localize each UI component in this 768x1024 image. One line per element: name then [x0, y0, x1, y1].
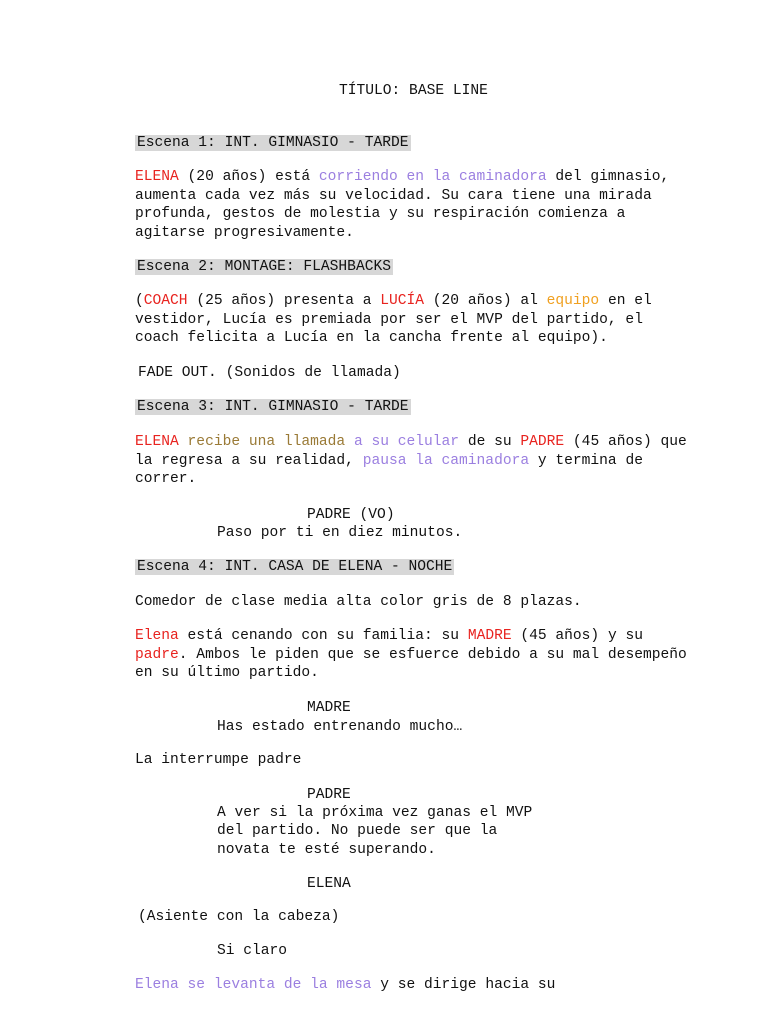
action-paragraph — [135, 976, 555, 995]
action-highlight: Elena se levanta de la mesa — [135, 977, 372, 993]
character-name: ELENA — [135, 169, 179, 185]
action-text: (20 años) está — [178, 169, 319, 185]
action-paragraph — [135, 292, 695, 348]
dialogue-character: PADRE (VO) — [307, 507, 395, 523]
dialogue-line: A ver si la próxima vez ganas el MVP — [217, 805, 533, 821]
dialogue-line: Paso por ti en diez minutos. — [217, 525, 463, 541]
dialogue-line: novata te esté superando. — [217, 842, 436, 858]
scene-heading-text: Escena 3: INT. GIMNASIO - TARDE — [137, 399, 409, 415]
action-text: en el vestidor, Lucía es premiada por ser el MVP del partido, el coach felicita a Lucía en la cancha frente al equipo). — [135, 293, 652, 346]
scene-heading-3 — [135, 398, 411, 417]
action-paragraph — [135, 433, 695, 489]
dialogue-character: MADRE — [307, 700, 351, 716]
action-text: y termina de correr. — [135, 452, 643, 487]
dialogue-line: Si claro — [217, 943, 288, 959]
parenthetical: (Asiente con la cabeza) — [138, 909, 340, 925]
character-name: padre — [135, 646, 179, 663]
action-highlight: corriendo en la caminadora — [318, 169, 547, 185]
dialogue-line: del partido. No puede ser que la — [217, 823, 498, 839]
scene-heading-text: Escena 2: MONTAGE: FLASHBACKS — [137, 259, 391, 275]
action-text: del gimnasio, aumenta cada vez más su velocidad. Su cara tiene una mirada profunda, gestos de molestia y su respiración comienza a agitarse progresivamente. — [135, 169, 670, 241]
character-name: ELENA — [135, 434, 179, 450]
transition-line: FADE OUT. (Sonidos de llamada) — [138, 365, 401, 381]
scene-heading-4 — [135, 558, 454, 577]
action-paragraph — [135, 168, 695, 242]
scene-heading-text: Escena 4: INT. CASA DE ELENA - NOCHE — [137, 559, 453, 575]
event-highlight: recibe una llamada — [178, 434, 346, 450]
action-highlight: pausa la caminadora — [362, 452, 530, 469]
character-name: LUCÍA — [380, 293, 425, 309]
prop-highlight: equipo — [546, 293, 600, 309]
scene-heading-2 — [135, 258, 393, 277]
scene-heading-text: Escena 1: INT. GIMNASIO - TARDE — [137, 135, 409, 151]
action-highlight: a su celular — [345, 434, 460, 450]
action-text: y se dirige hacia su — [371, 977, 556, 993]
action-text: (45 años) y su — [511, 628, 643, 644]
character-name: MADRE — [467, 628, 512, 644]
action-text: de su — [459, 434, 521, 450]
action-text: . Ambos le piden que se esfuerce debido a su mal desempeño en su último partido. — [135, 646, 687, 681]
scene-heading-1 — [135, 134, 411, 153]
character-name: COACH — [143, 293, 188, 309]
action-paragraph: Comedor de clase media alta color gris de 8 plazas. — [135, 594, 582, 610]
action-paragraph — [135, 627, 695, 683]
character-name: Elena — [135, 628, 179, 644]
action-text: ( — [135, 293, 144, 309]
script-title: TÍTULO: BASE LINE — [339, 83, 488, 99]
dialogue-character: ELENA — [307, 876, 351, 892]
action-paragraph: La interrumpe padre — [135, 752, 302, 768]
character-name: PADRE — [520, 434, 565, 450]
action-text: (45 años) que la regresa a su realidad, — [135, 434, 687, 469]
action-text: está cenando con su familia: su — [178, 628, 468, 644]
action-text: (25 años) presenta a — [187, 293, 381, 309]
dialogue-character: PADRE — [307, 787, 351, 803]
dialogue-line: Has estado entrenando mucho… — [217, 719, 463, 735]
action-text: (20 años) al — [424, 293, 547, 309]
